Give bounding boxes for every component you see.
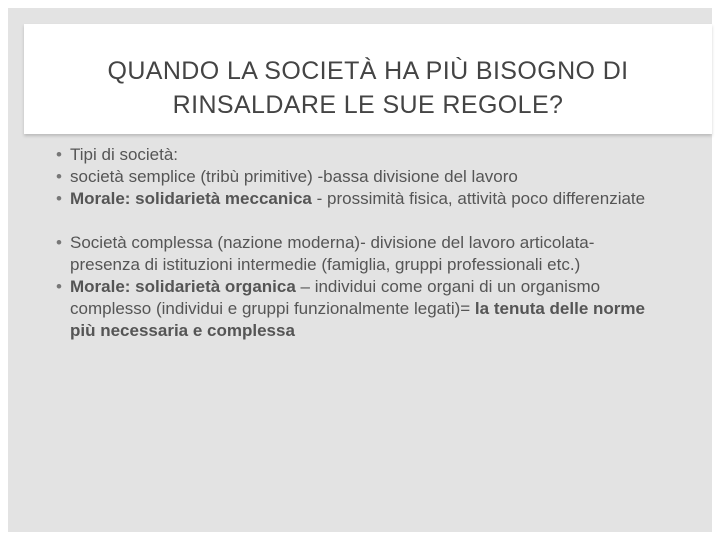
bullet-item <box>56 144 666 166</box>
bullet-text: Società complessa (nazione moderna)- divisione del lavoro articolata- presenza di istituzioni intermedie (famiglia, gruppi professionali etc.) <box>70 233 595 274</box>
bullet-item <box>56 166 666 188</box>
slide-title <box>24 54 712 122</box>
bullet-item <box>56 276 666 342</box>
bullet-item <box>56 188 666 210</box>
bullet-text: Tipi di società: <box>70 145 179 164</box>
bullet-bold-text: Morale: solidarietà meccanica <box>70 189 312 208</box>
bullet-list <box>56 144 666 342</box>
title-line-1: QUANDO LA SOCIETÀ HA PIÙ BISOGNO DI <box>107 57 629 85</box>
bullet-text: società semplice (tribù primitive) -bassa divisione del lavoro <box>70 167 518 186</box>
title-line-2: RINSALDARE LE SUE REGOLE? <box>172 91 564 119</box>
bullet-bold-text: Morale: solidarietà organica <box>70 277 296 296</box>
bullet-text: – individui come organi di un organismo complesso (individui e gruppi funzionalmente legati)= <box>70 277 601 318</box>
bullet-text: - prossimità fisica, attività poco differenziate <box>311 189 646 208</box>
bullet-item <box>56 232 666 276</box>
bullet-bold-conclusion: la tenuta delle norme più necessaria e complessa <box>70 299 645 340</box>
title-box <box>24 24 712 134</box>
